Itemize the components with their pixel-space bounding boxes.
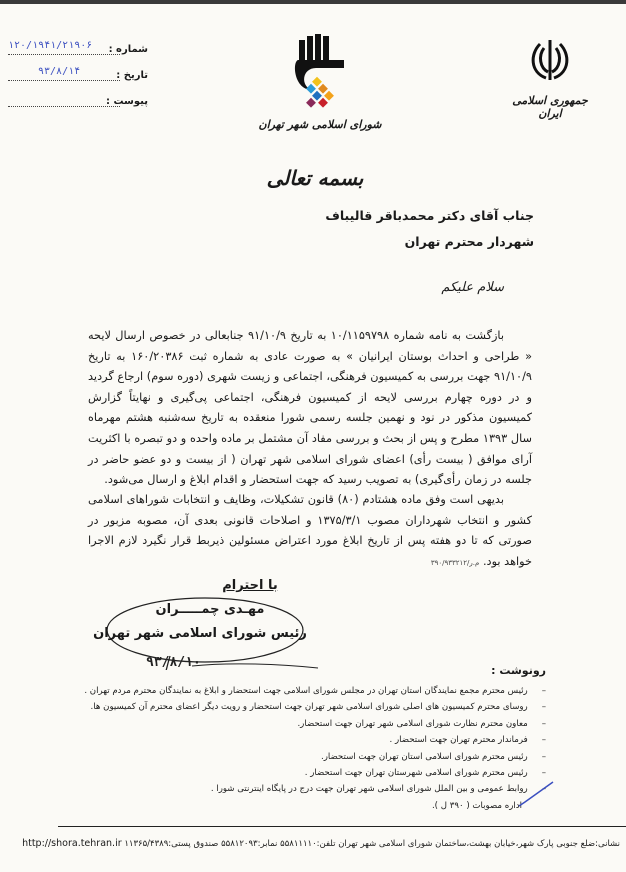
cc-item: – روسای محترم کمیسیون های اصلی شورای اسلامی شهر تهران جهت استحضار و رویت دیگر اعضای محترم آن کمیسیون ها. bbox=[26, 699, 546, 715]
regards: با احترام bbox=[222, 578, 278, 593]
footer-fax: نمابر:۵۵۸۱۲۰۹۳ bbox=[221, 839, 278, 849]
handwritten-date: ۹۳/۸/۱۰ bbox=[146, 655, 201, 670]
emblem-caption: جمهوری اسلامی ایران bbox=[512, 94, 588, 120]
dotted-line bbox=[8, 80, 120, 81]
cc-title: رونوشت : bbox=[491, 664, 546, 677]
pen-stroke-mark bbox=[190, 660, 320, 672]
signer-title: رئیس شورای اسلامی شهر تهران bbox=[93, 626, 307, 641]
council-logo-icon bbox=[284, 18, 354, 118]
paragraph-2-text: بدیهی است وفق ماده هشتادم (۸۰) قانون تشکیلات، وظایف و انتخابات شوراهای اسلامی کشور و انتخاب شهرداران مصوب ۱۳۷۵/۳/۱ و اصلاحات قانونی بعدی آن، مصوبه مزبور در صورتی که تا دو هفته پس از تاریخ ابلاغ مورد اعتراض مسئولین ذیربط قرار نگیرد لازم الاجرا خواهد بود. bbox=[88, 493, 532, 568]
salutation: سلام علیکم bbox=[441, 280, 504, 295]
attachment-label: پیوست : bbox=[105, 96, 148, 107]
body-paragraph-2 bbox=[88, 490, 532, 573]
scan-edge bbox=[0, 0, 626, 4]
dotted-line bbox=[8, 54, 120, 55]
reference-date bbox=[8, 66, 148, 88]
invocation: بسمه تعالی bbox=[266, 166, 364, 190]
body-paragraph-1: بازگشت به نامه شماره ۱۰/۱۱۵۹۷۹۸ به تاریخ ۹۱/۱۰/۹ جنابعالی در خصوص ارسال لایحه « طراحی و احداث بوستان ایرانیان » به صورت عادی به شماره ثبت ۱۶۰/۲۰۳۸۶ به تاریخ ۹۱/۱۰/۹ جهت بررسی به کمیسیون فرهنگی، اجتماعی و زیست شهری (دوره سوم) ارجاع گردید و در دوره چهارم بررسی لایحه از کمیسیون فرهنگی، اجتماعی پی‌گیری و نهایتاً گزارش کمیسیون مذکور در نود و نهمین جلسه رسمی شورا منعقده به تاریخ سه‌شنبه هشتم مهرماه سال ۱۳۹۳ مطرح و پس از بحث و بررسی مفاد آن مشتمل بر ماده واحده و دو تبصره با اکثریت آرای موافق ( بیست رأی) اعضای شورای اسلامی شهر تهران ( از بیست و دو عضو حاضر در جلسه در زمان رأی‌گیری) به تصویب رسید که جهت استحضار و اقدام ابلاغ و ارسال می‌شود. bbox=[88, 329, 532, 487]
cc-item: – معاون محترم نظارت شورای اسلامی شهر تهران جهت استحضار. bbox=[26, 716, 546, 732]
footer bbox=[22, 838, 620, 849]
cc-item: اداره مصوبات ( ۳۹۰ ل ). bbox=[431, 800, 522, 811]
number-value: ۱۲۰/۱۹۴۱/۲۱۹۰۶ bbox=[8, 40, 93, 51]
cc-item: – رئیس محترم شورای اسلامی استان تهران جهت استحضار. bbox=[26, 749, 546, 765]
signer-name: مهـدی چمـــــران bbox=[155, 602, 265, 617]
footer-address: نشانی:ضلع جنوبی پارک شهر،خیابان بهشت،ساختمان شورای اسلامی شهر تهران bbox=[338, 839, 620, 849]
checkmark-icon bbox=[515, 780, 555, 810]
addressee-name: جناب آقای دکتر محمدباقر قالیباف bbox=[325, 208, 534, 223]
footer-po-box: صندوق پستی:۱۱۳۶۵/۴۳۸۹ bbox=[124, 839, 219, 849]
cc-list bbox=[26, 683, 546, 814]
document-code: م.ر/۳۹۰/۹۳۳۲۱۲ bbox=[430, 558, 480, 567]
cc-item: – رئیس محترم مجمع نمایندگان استان تهران در مجلس شورای اسلامی جهت استحضار و ابلاغ به نمایندگان محترم مردم تهران . bbox=[26, 683, 546, 699]
cc-item: – روابط عمومی و بین الملل شورای اسلامی شهر تهران جهت درج در پایگاه اینترنتی شورا . bbox=[26, 781, 546, 797]
date-label: تاریخ : bbox=[116, 70, 148, 81]
council-caption: شورای اسلامی شهر تهران bbox=[258, 118, 382, 131]
addressee-title: شهردار محترم تهران bbox=[404, 234, 534, 249]
footer-divider bbox=[58, 826, 626, 827]
number-label: شماره : bbox=[108, 44, 148, 55]
footer-phone: تلفن:۵۵۸۱۱۱۱۰ bbox=[280, 839, 336, 849]
date-value: ۹۳/۸/۱۴ bbox=[38, 66, 81, 77]
cc-item: – فرماندار محترم تهران جهت استحضار . bbox=[26, 732, 546, 748]
dotted-line bbox=[8, 106, 120, 107]
iran-emblem-icon bbox=[530, 38, 570, 84]
footer-url[interactable]: http://shora.tehran.ir bbox=[22, 838, 122, 849]
cc-item: – رئیس محترم شورای اسلامی شهرستان تهران جهت استحضار . bbox=[26, 765, 546, 781]
reference-number bbox=[8, 40, 148, 62]
reference-attachment bbox=[8, 96, 148, 114]
